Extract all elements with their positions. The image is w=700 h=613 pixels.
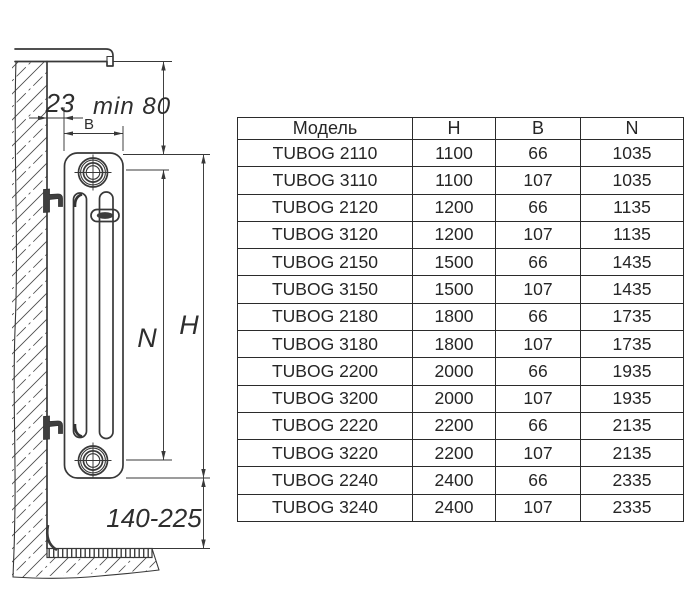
floor-clearance-label: 140-225 — [106, 503, 202, 533]
wall-gap-label: 23 — [45, 88, 75, 118]
top-port — [75, 155, 112, 191]
model-cell: TUBOG 2200 — [238, 358, 413, 385]
value-cell: 1135 — [581, 221, 684, 248]
dimension-depth — [64, 116, 123, 151]
value-cell: 107 — [496, 494, 581, 521]
column-header-h: H — [413, 118, 496, 140]
top-clearance-label: min 80 — [93, 93, 172, 120]
radiator-installation-drawing — [0, 0, 232, 613]
table-row — [238, 385, 684, 412]
value-cell: 2335 — [581, 494, 684, 521]
tube-weld-top — [75, 195, 82, 208]
table-row — [238, 194, 684, 221]
spec-table-body — [238, 140, 684, 522]
value-cell: 1100 — [413, 167, 496, 194]
radiator-tube-front — [100, 192, 114, 439]
model-cell: TUBOG 2110 — [238, 140, 413, 167]
table-row — [238, 303, 684, 330]
tube-weld-bottom — [75, 424, 82, 437]
table-row — [238, 140, 684, 167]
table-row — [238, 330, 684, 357]
dimension-port-spacing — [126, 170, 172, 460]
radiator-tube-back — [74, 193, 87, 438]
value-cell: 66 — [496, 249, 581, 276]
value-cell: 2400 — [413, 467, 496, 494]
table-row — [238, 276, 684, 303]
value-cell: 66 — [496, 358, 581, 385]
value-cell: 107 — [496, 221, 581, 248]
value-cell: 1500 — [413, 276, 496, 303]
value-cell: 2200 — [413, 440, 496, 467]
value-cell: 2000 — [413, 385, 496, 412]
value-cell: 66 — [496, 140, 581, 167]
model-cell: TUBOG 3240 — [238, 494, 413, 521]
value-cell: 1935 — [581, 385, 684, 412]
wall-break-edge — [13, 62, 16, 578]
value-cell: 1500 — [413, 249, 496, 276]
dimension-top-clearance — [93, 62, 172, 155]
value-cell: 66 — [496, 194, 581, 221]
value-cell: 66 — [496, 303, 581, 330]
model-cell: TUBOG 3150 — [238, 276, 413, 303]
value-cell: 2135 — [581, 440, 684, 467]
table-row — [238, 494, 684, 521]
value-cell: 1200 — [413, 194, 496, 221]
dimension-height — [123, 155, 210, 479]
column-header-n: N — [581, 118, 684, 140]
bottom-port — [75, 443, 112, 479]
column-header-b: B — [496, 118, 581, 140]
port-spacing-label: N — [137, 323, 157, 353]
value-cell: 2400 — [413, 494, 496, 521]
value-cell: 1800 — [413, 330, 496, 357]
value-cell: 2000 — [413, 358, 496, 385]
value-cell: 107 — [496, 276, 581, 303]
dimension-floor-clearance — [106, 478, 210, 549]
value-cell: 1135 — [581, 194, 684, 221]
value-cell: 107 — [496, 385, 581, 412]
wall-bracket-top — [44, 189, 63, 213]
value-cell: 2200 — [413, 412, 496, 439]
model-cell: TUBOG 3120 — [238, 221, 413, 248]
wall-bracket-bottom — [44, 416, 63, 440]
model-cell: TUBOG 3220 — [238, 440, 413, 467]
value-cell: 107 — [496, 440, 581, 467]
value-cell: 1200 — [413, 221, 496, 248]
ground-break-edge — [13, 570, 159, 578]
model-cell: TUBOG 2220 — [238, 412, 413, 439]
value-cell: 2335 — [581, 467, 684, 494]
height-label: H — [179, 310, 199, 340]
column-header-model: Модель — [238, 118, 413, 140]
table-header-row — [238, 118, 684, 140]
depth-label: B — [83, 116, 95, 133]
model-cell: TUBOG 2240 — [238, 467, 413, 494]
model-cell: TUBOG 3180 — [238, 330, 413, 357]
table-row — [238, 249, 684, 276]
value-cell: 1800 — [413, 303, 496, 330]
table-row — [238, 412, 684, 439]
model-cell: TUBOG 3200 — [238, 385, 413, 412]
value-cell: 1735 — [581, 303, 684, 330]
table-row — [238, 221, 684, 248]
model-cell: TUBOG 3110 — [238, 167, 413, 194]
floor-strip — [47, 549, 152, 558]
wall-floor-junction-detail — [47, 525, 57, 550]
table-row — [238, 467, 684, 494]
table-row — [238, 358, 684, 385]
value-cell: 107 — [496, 330, 581, 357]
model-cell: TUBOG 2150 — [238, 249, 413, 276]
value-cell: 66 — [496, 412, 581, 439]
value-cell: 1100 — [413, 140, 496, 167]
value-cell: 2135 — [581, 412, 684, 439]
value-cell: 1035 — [581, 167, 684, 194]
value-cell: 1035 — [581, 140, 684, 167]
dimension-wall-gap — [29, 88, 83, 151]
ground-edge-right — [152, 549, 159, 571]
value-cell: 107 — [496, 167, 581, 194]
value-cell: 1435 — [581, 276, 684, 303]
spec-table — [237, 117, 684, 522]
table-row — [238, 440, 684, 467]
model-cell: TUBOG 2120 — [238, 194, 413, 221]
value-cell: 1435 — [581, 249, 684, 276]
value-cell: 66 — [496, 467, 581, 494]
air-vent-valve — [91, 210, 119, 222]
model-cell: TUBOG 2180 — [238, 303, 413, 330]
value-cell: 1935 — [581, 358, 684, 385]
value-cell: 1735 — [581, 330, 684, 357]
table-row — [238, 167, 684, 194]
